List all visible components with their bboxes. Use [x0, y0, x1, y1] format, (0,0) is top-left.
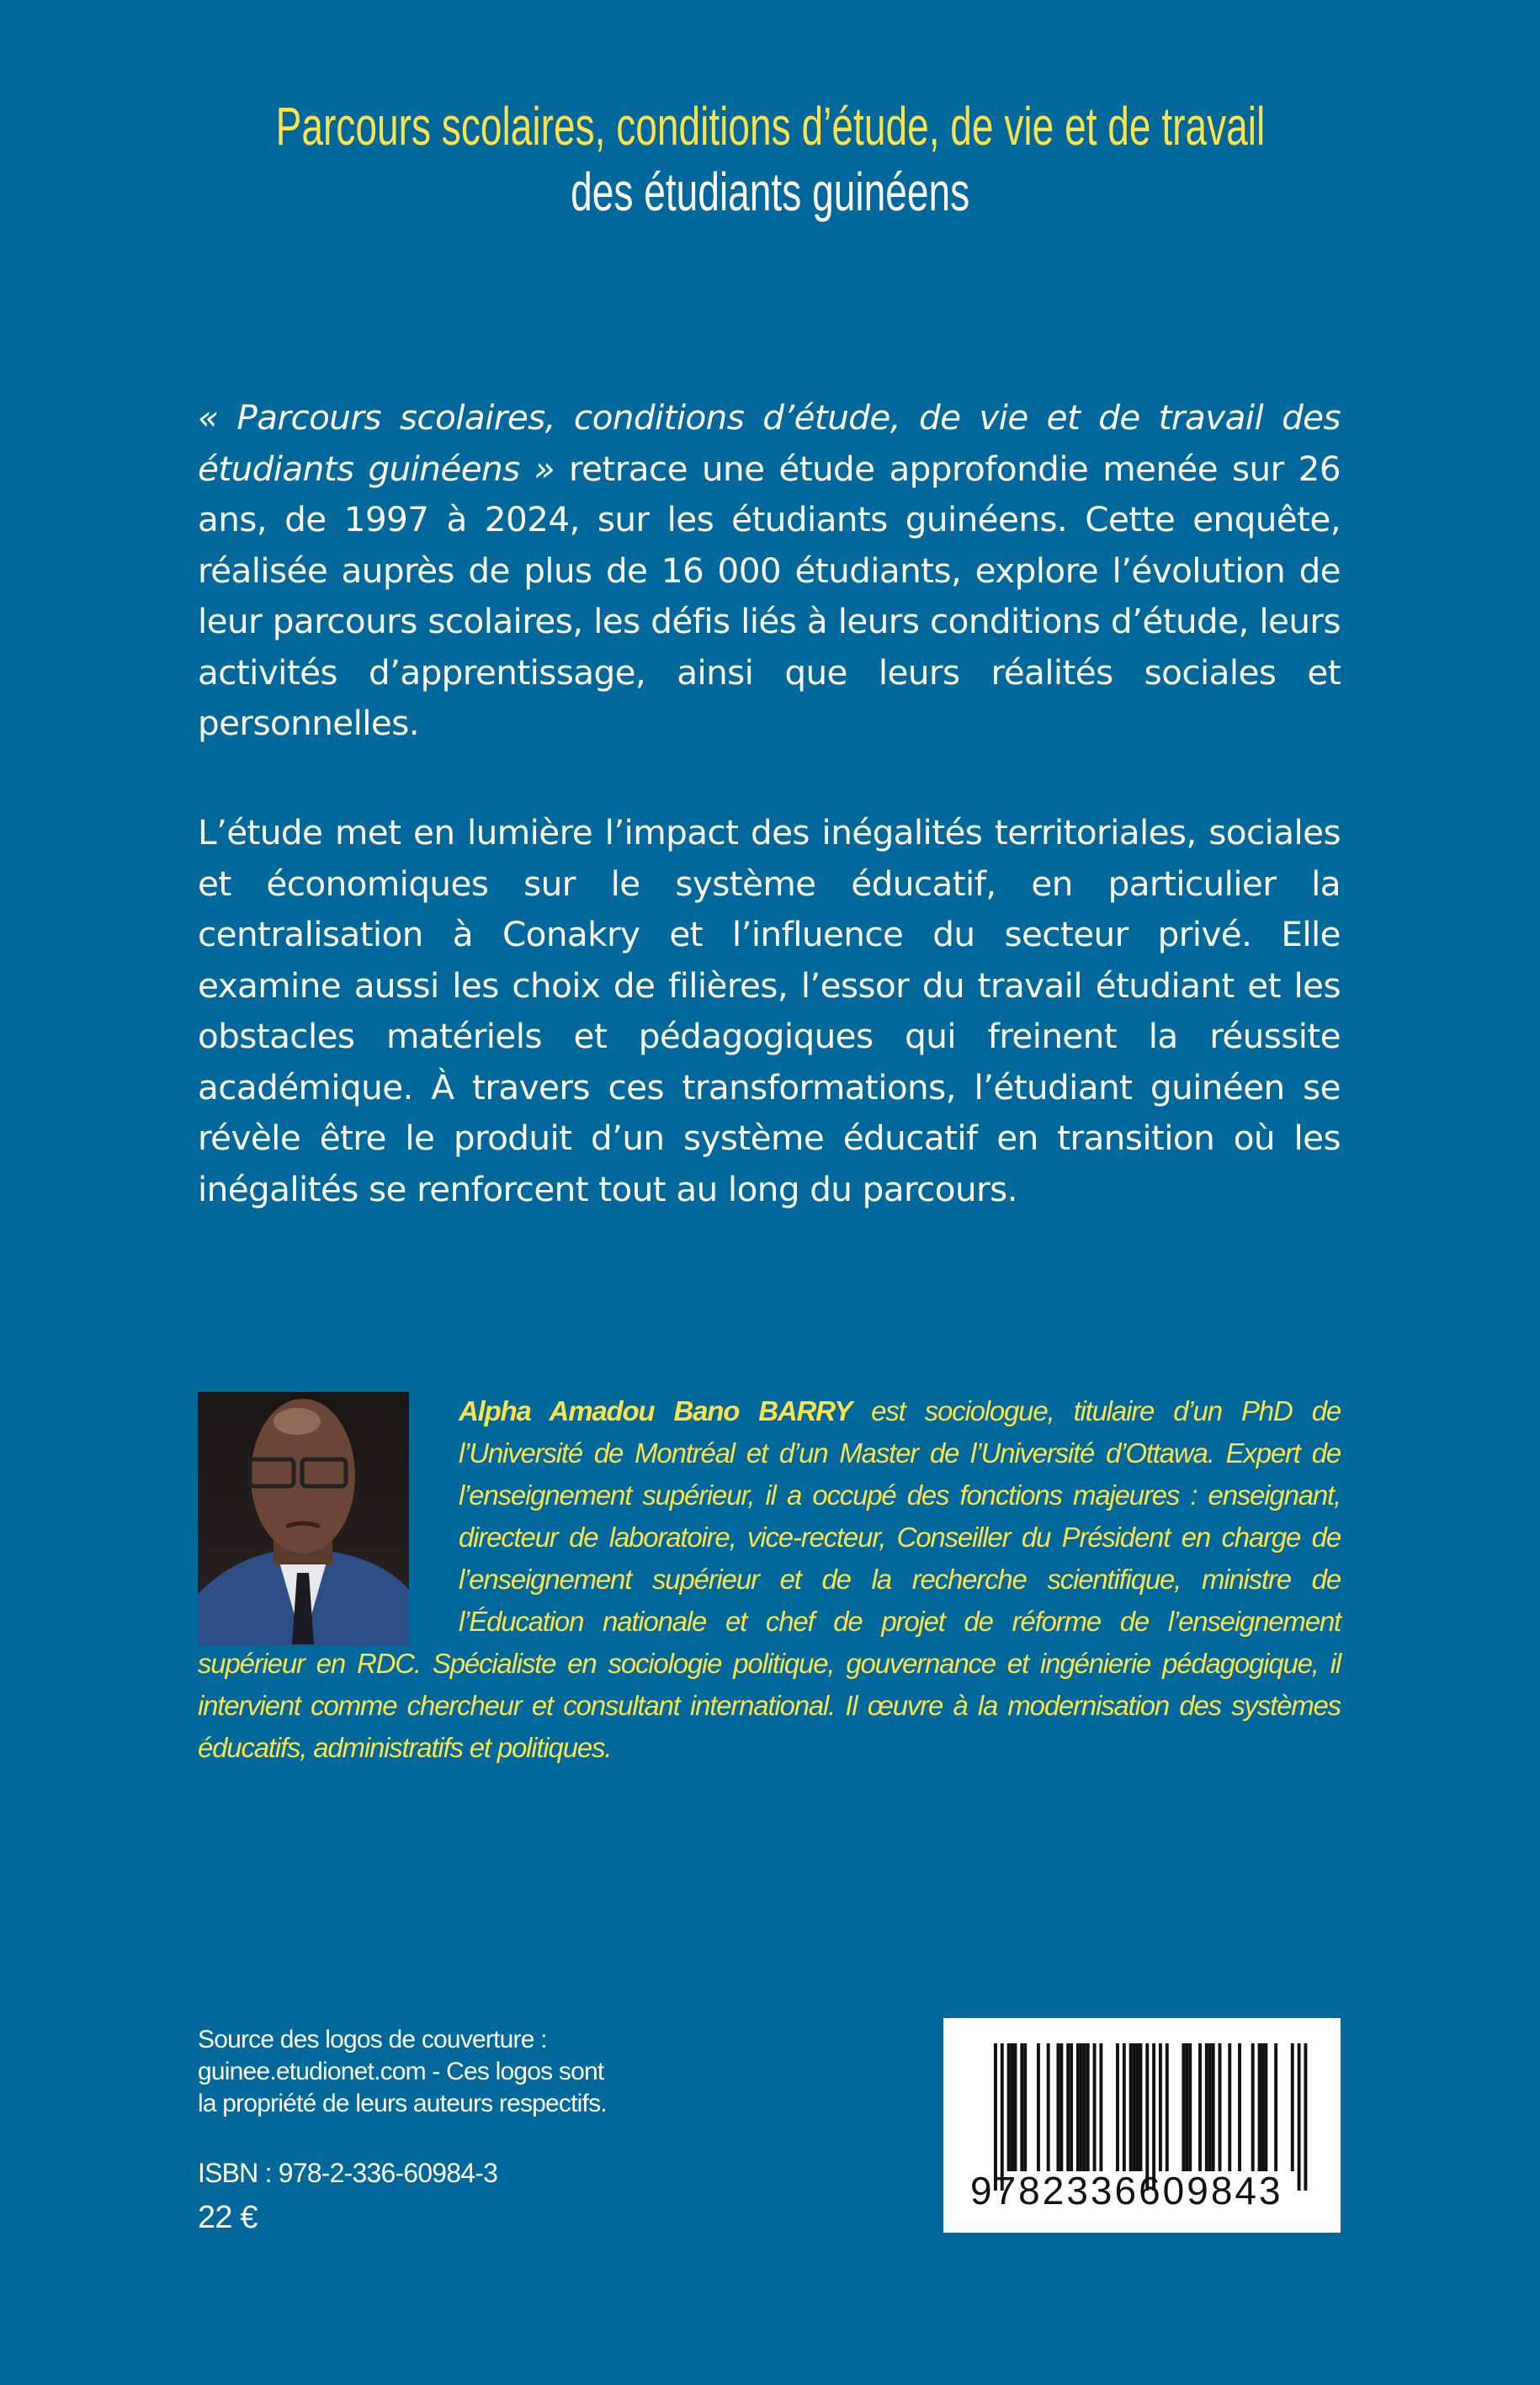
barcode-bar — [1205, 2043, 1208, 2171]
author-bio-text: est sociologue, titulaire d’un PhD de l’Université de Montréal et d’un Master de l’Université d’Ottawa. Expert de l’enseignement supérieur, il a occupé des fonctions majeures : enseignant, directeur de laboratoire, vice-recteur, Conseiller du Président en charge de l’enseignement supérieur et de la recherche scientifique, ministre de l’Éducation nationale et chef de projet de réforme de l’enseignement supérieur en RDC. Spécialiste en sociologie politique, gouvernance et ingénierie pédagogique, il intervient comme chercheur et consultant international. Il œuvre à la modernisation des systèmes éducatifs, administratifs et politiques. — [198, 1395, 1341, 1763]
barcode-bar — [1291, 2043, 1294, 2171]
barcode-bar — [1123, 2043, 1126, 2171]
barcode-bar — [1261, 2043, 1265, 2171]
barcode-bar — [1228, 2043, 1231, 2171]
barcode-bar — [1182, 2043, 1185, 2171]
barcode-bar — [1093, 2043, 1097, 2171]
barcode-bar — [1116, 2043, 1119, 2171]
barcode — [943, 2018, 1341, 2233]
isbn: ISBN : 978-2-336-60984-3 — [198, 2158, 498, 2188]
barcode-bar — [1258, 2043, 1261, 2171]
barcode-bar — [1076, 2043, 1080, 2171]
barcode-bar — [1037, 2043, 1040, 2171]
barcode-bar — [1083, 2043, 1086, 2171]
book-title-line1 — [0, 96, 1540, 157]
barcode-bar — [1238, 2043, 1241, 2171]
summary-paragraph-1 — [198, 392, 1341, 749]
barcode-bar — [1133, 2043, 1136, 2171]
source-line: guinee.etudionet.com - Ces logos sont — [198, 2058, 604, 2085]
barcode-bar — [1059, 2043, 1063, 2171]
source-line: la propriété de leurs auteurs respectifs. — [198, 2090, 607, 2117]
barcode-bar — [1056, 2043, 1059, 2171]
barcode-bar — [1264, 2043, 1267, 2171]
price: 22 € — [198, 2200, 258, 2235]
barcode-bar — [1188, 2043, 1192, 2171]
barcode-bar — [1166, 2043, 1169, 2171]
barcode-bar — [1185, 2043, 1188, 2171]
barcode-bar — [1198, 2043, 1202, 2171]
barcode-bar — [1159, 2043, 1162, 2171]
barcode-bar — [1219, 2043, 1222, 2171]
book-title-line2 — [0, 162, 1540, 222]
barcode-bar — [1251, 2043, 1255, 2171]
barcode-bar — [1298, 2043, 1301, 2191]
barcode-bar — [1212, 2043, 1215, 2171]
author-name: Alpha Amadou Bano BARRY — [459, 1395, 852, 1426]
source-line: Source des logos de couverture : — [198, 2026, 547, 2053]
barcode-bar — [1099, 2043, 1102, 2171]
title-text: Parcours scolaires, conditions d’étude, de vie et de travail — [275, 96, 1265, 157]
barcode-bar — [1139, 2043, 1142, 2171]
barcode-bar — [1023, 2043, 1027, 2171]
barcode-bar — [1066, 2043, 1070, 2171]
barcode-bar — [1080, 2043, 1083, 2171]
barcode-bar — [1007, 2043, 1011, 2171]
logo-source-note — [198, 2024, 736, 2120]
barcode-bar — [1129, 2043, 1133, 2171]
barcode-bar — [1208, 2043, 1212, 2171]
barcode-bar — [1274, 2043, 1277, 2171]
barcode-bar — [1011, 2043, 1014, 2171]
author-bio — [198, 1390, 1341, 1769]
summary-text: retrace une étude approfondie menée sur 26 ans, de 1997 à 2024, sur les étudiants guinéens. Cette enquête, réalisée auprès de plus de 16 000 étudiants, explore l’évolution de leur parcours scolaires, les défis liés à leurs conditions d’étude, leurs activités d’apprentissage, ainsi que leurs réalités sociales et personnelles. — [198, 448, 1341, 743]
barcode-bar — [1304, 2043, 1307, 2191]
barcode-bar — [1014, 2043, 1017, 2171]
barcode-bar — [1070, 2043, 1073, 2171]
summary-title-quote: « Parcours scolaires, conditions d’étude, de vie et de travail des étudiants guinéens » — [198, 397, 1341, 489]
barcode-bar — [1020, 2043, 1023, 2171]
barcode-bar — [1086, 2043, 1090, 2171]
barcode-digits: 9782336609843 — [970, 2169, 1283, 2212]
barcode-bar — [1136, 2043, 1139, 2171]
barcode-bar — [1047, 2043, 1050, 2171]
summary-paragraph-2: L’étude met en lumière l’impact des inégalités territoriales, sociales et économiques sur le système éducatif, en particulier la centralisation à Conakry et l’influence du secteur privé. Elle examine aussi les choix de filières, l’essor du travail étudiant et les obstacles matériels et pédagogiques qui freinent la réussite académique. À travers ces transformations, l’étudiant guinéen se révèle être le produit d’un système éducatif en transition où les inégalités se renforcent tout au long du parcours. — [198, 812, 1341, 1209]
title-text: des étudiants guinéens — [571, 162, 969, 222]
